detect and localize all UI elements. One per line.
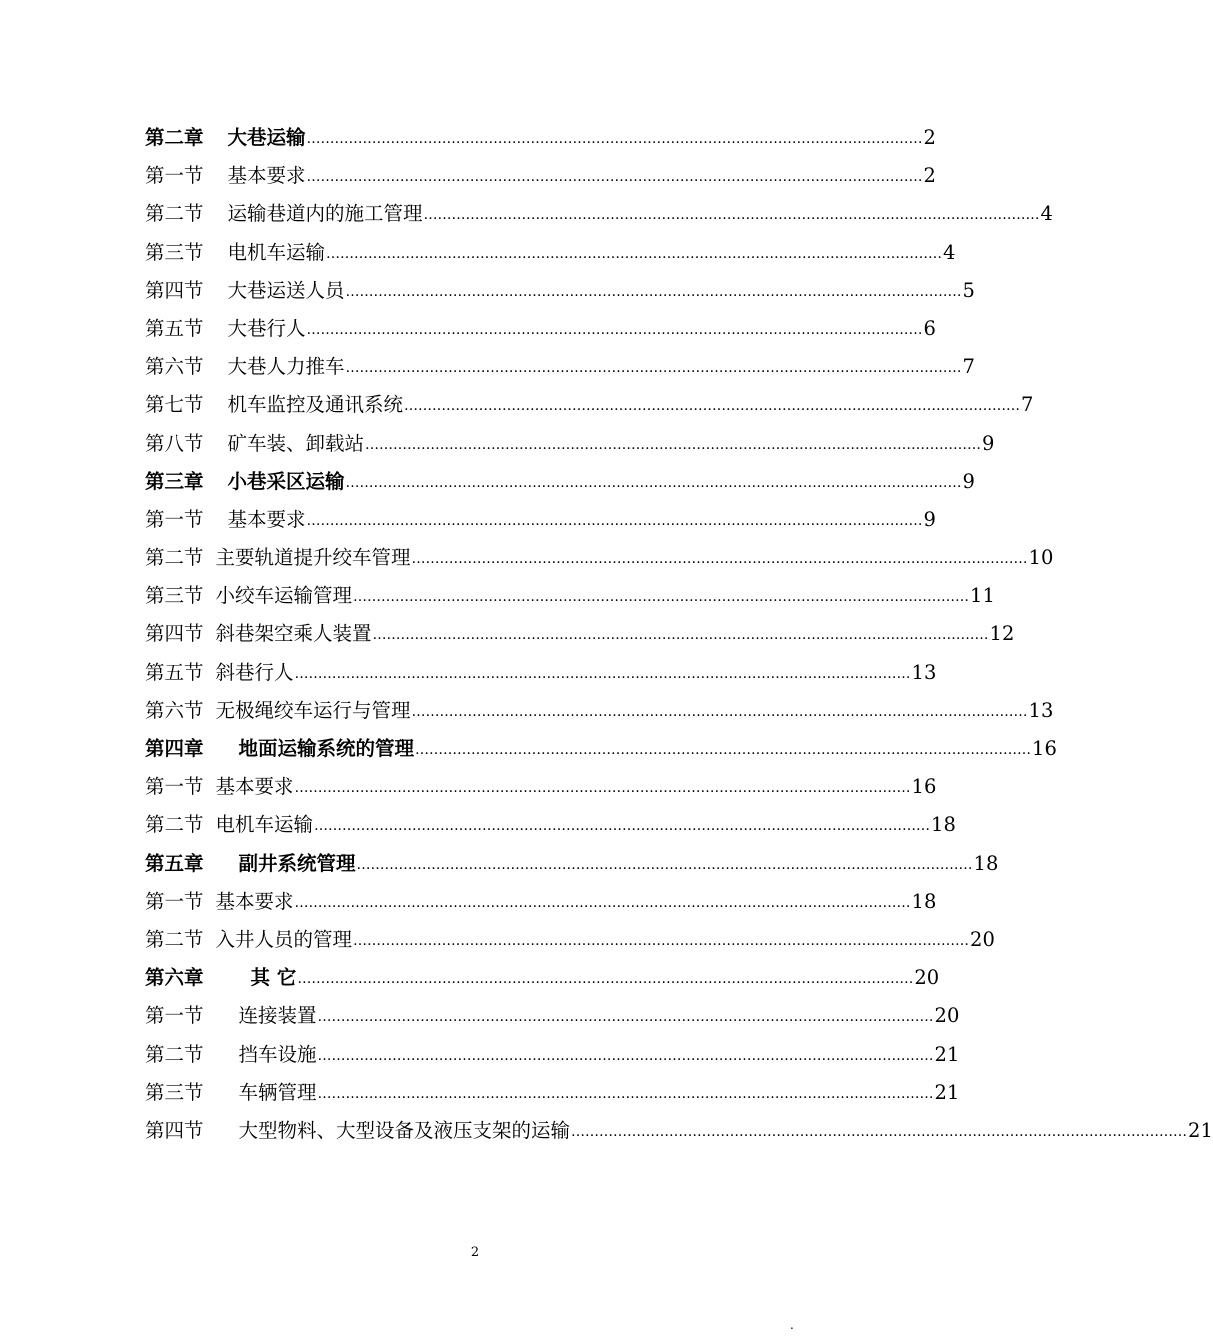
toc-entry-label: 第四章 xyxy=(145,737,204,760)
toc-entry-label: 第四节 xyxy=(145,622,204,646)
toc-entry-page: 13 xyxy=(1028,698,1054,722)
toc-entry-label: 第一节 xyxy=(145,164,204,188)
toc-dot-leader: …………………………………………………………………………………………………………………… xyxy=(297,971,914,988)
toc-entry-title: 基本要求 xyxy=(215,775,294,799)
toc-chapter-entry[interactable] xyxy=(145,845,999,883)
toc-entry-label: 第二节 xyxy=(145,927,204,951)
toc-entry-page: 5 xyxy=(962,278,975,302)
toc-entry-label: 第二节 xyxy=(145,546,204,570)
toc-entry-label: 第二章 xyxy=(145,126,204,149)
toc-entry-title: 地面运输系统的管理 xyxy=(238,737,415,760)
toc-entry-page: 16 xyxy=(1032,737,1057,760)
toc-entry-page: 9 xyxy=(923,507,936,531)
toc-section-entry[interactable] xyxy=(145,272,975,310)
toc-entry-label: 第一节 xyxy=(145,1004,204,1028)
page-number: 2 xyxy=(470,1245,480,1260)
toc-entry-page: 20 xyxy=(934,1004,960,1028)
toc-entry-label: 第四节 xyxy=(145,278,204,302)
toc-section-entry[interactable] xyxy=(145,654,937,692)
toc-dot-leader: …………………………………………………………………………………………………………………… xyxy=(306,169,923,186)
toc-entry-page: 11 xyxy=(970,584,995,608)
toc-entry-page: 2 xyxy=(923,164,936,188)
toc-entry-title: 大巷人力推车 xyxy=(227,355,345,379)
toc-entry-title: 基本要求 xyxy=(215,889,294,913)
toc-entry-page: 7 xyxy=(1021,393,1034,417)
toc-dot-leader: …………………………………………………………………………………………………………………… xyxy=(345,474,962,491)
toc-entry-label: 第二节 xyxy=(145,813,204,837)
toc-entry-title: 机车监控及通讯系统 xyxy=(227,393,404,417)
toc-dot-leader: …………………………………………………………………………………………………………………… xyxy=(317,1085,934,1102)
toc-section-entry[interactable] xyxy=(145,921,995,959)
toc-dot-leader: …………………………………………………………………………………………………………………… xyxy=(294,894,911,911)
toc-entry-label: 第七节 xyxy=(145,393,204,417)
toc-dot-leader: …………………………………………………………………………………………………………………… xyxy=(345,360,962,377)
toc-entry-page: 20 xyxy=(914,966,940,990)
toc-section-entry[interactable] xyxy=(145,539,1054,577)
toc-section-entry[interactable] xyxy=(145,806,956,844)
toc-entry-title: 电机车运输 xyxy=(215,813,314,837)
toc-entry-label: 第一节 xyxy=(145,775,204,799)
toc-entry-page: 18 xyxy=(931,813,956,837)
toc-entry-page: 4 xyxy=(943,240,956,264)
toc-dot-leader: …………………………………………………………………………………………………………………… xyxy=(365,436,982,453)
toc-entry-title: 矿车装、卸载站 xyxy=(227,431,365,455)
toc-entry-page: 4 xyxy=(1040,202,1053,226)
toc-entry-label: 第二节 xyxy=(145,202,204,226)
toc-entry-page: 9 xyxy=(982,431,995,455)
toc-section-entry[interactable] xyxy=(145,195,1053,233)
toc-dot-leader: …………………………………………………………………………………………………………………… xyxy=(306,131,923,147)
toc-entry-page: 21 xyxy=(934,1042,960,1066)
toc-section-entry[interactable] xyxy=(145,1036,960,1074)
toc-entry-label: 第六节 xyxy=(145,355,204,379)
toc-entry-label: 第八节 xyxy=(145,431,204,455)
toc-section-entry[interactable] xyxy=(145,1112,1213,1150)
toc-entry-page: 21 xyxy=(1188,1118,1213,1142)
toc-entry-label: 第五节 xyxy=(145,660,204,684)
toc-entry-title: 大型物料、大型设备及液压支架的运输 xyxy=(238,1118,571,1142)
toc-dot-leader: …………………………………………………………………………………………………………………… xyxy=(294,780,911,797)
toc-entry-page: 20 xyxy=(970,927,995,951)
toc-entry-title: 主要轨道提升绞车管理 xyxy=(215,546,411,570)
toc-chapter-entry[interactable] xyxy=(145,119,936,157)
toc-entry-page: 7 xyxy=(962,355,975,379)
toc-entry-title: 大巷运输 xyxy=(227,126,306,149)
toc-section-entry[interactable] xyxy=(145,157,936,195)
toc-entry-title: 大巷行人 xyxy=(227,316,306,340)
toc-dot-leader: …………………………………………………………………………………………………………………… xyxy=(345,283,962,300)
toc-entry-page: 9 xyxy=(962,469,975,493)
toc-section-entry[interactable] xyxy=(145,348,975,386)
toc-dot-leader: …………………………………………………………………………………………………………………… xyxy=(314,818,931,835)
toc-dot-leader: …………………………………………………………………………………………………………………… xyxy=(306,321,923,338)
toc-entry-title: 副井系统管理 xyxy=(238,851,356,875)
toc-section-entry[interactable] xyxy=(145,883,937,921)
toc-dot-leader: …………………………………………………………………………………………………………………… xyxy=(353,932,970,949)
toc-entry-label: 第六章 xyxy=(145,966,204,990)
toc-entry-title: 电机车运输 xyxy=(227,240,326,264)
toc-section-entry[interactable] xyxy=(145,234,956,272)
corner-mark: . xyxy=(790,1318,794,1332)
toc-dot-leader: …………………………………………………………………………………………………………………… xyxy=(415,742,1032,758)
toc-entry-page: 6 xyxy=(923,316,936,340)
toc-section-entry[interactable] xyxy=(145,1074,960,1112)
toc-entry-label: 第三节 xyxy=(145,1080,204,1104)
toc-entry-label: 第三节 xyxy=(145,240,204,264)
toc-dot-leader: …………………………………………………………………………………………………………………… xyxy=(353,589,970,606)
toc-entry-label: 第六节 xyxy=(145,698,204,722)
toc-dot-leader: …………………………………………………………………………………………………………………… xyxy=(317,1009,934,1026)
toc-dot-leader: …………………………………………………………………………………………………………………… xyxy=(571,1123,1188,1140)
toc-entry-title: 斜巷行人 xyxy=(215,660,294,684)
toc-chapter-entry[interactable] xyxy=(145,730,1057,768)
toc-entry-title: 基本要求 xyxy=(227,507,306,531)
toc-entry-title: 小巷采区运输 xyxy=(227,469,345,493)
table-of-contents xyxy=(145,119,1213,1150)
toc-entry-label: 第三节 xyxy=(145,584,204,608)
toc-entry-label: 第五章 xyxy=(145,851,204,875)
toc-entry-page: 13 xyxy=(911,660,937,684)
toc-dot-leader: …………………………………………………………………………………………………………………… xyxy=(317,1047,934,1064)
toc-section-entry[interactable] xyxy=(145,386,1034,424)
toc-dot-leader: …………………………………………………………………………………………………………………… xyxy=(372,627,989,644)
toc-section-entry[interactable] xyxy=(145,997,960,1035)
toc-entry-label: 第四节 xyxy=(145,1118,204,1142)
toc-chapter-entry[interactable] xyxy=(145,959,940,997)
toc-entry-title: 基本要求 xyxy=(227,164,306,188)
toc-dot-leader: …………………………………………………………………………………………………………………… xyxy=(356,856,973,873)
toc-entry-page: 21 xyxy=(934,1080,960,1104)
toc-section-entry[interactable] xyxy=(145,425,995,463)
toc-entry-page: 18 xyxy=(911,889,937,913)
toc-dot-leader: …………………………………………………………………………………………………………………… xyxy=(411,703,1028,720)
toc-entry-page: 10 xyxy=(1028,546,1054,570)
toc-entry-title: 运输巷道内的施工管理 xyxy=(227,202,423,226)
toc-section-entry[interactable] xyxy=(145,310,936,348)
toc-entry-title: 车辆管理 xyxy=(238,1080,317,1104)
toc-entry-label: 第五节 xyxy=(145,316,204,340)
toc-entry-label: 第二节 xyxy=(145,1042,204,1066)
toc-dot-leader: …………………………………………………………………………………………………………………… xyxy=(423,207,1040,224)
toc-entry-page: 16 xyxy=(911,775,937,799)
toc-entry-title: 入井人员的管理 xyxy=(215,927,353,951)
toc-section-entry[interactable] xyxy=(145,577,995,615)
toc-entry-page: 2 xyxy=(923,126,936,149)
toc-entry-label: 第一节 xyxy=(145,507,204,531)
toc-dot-leader: …………………………………………………………………………………………………………………… xyxy=(411,551,1028,568)
toc-entry-title: 连接装置 xyxy=(238,1004,317,1028)
toc-entry-title: 无极绳绞车运行与管理 xyxy=(215,698,411,722)
toc-chapter-entry[interactable] xyxy=(145,463,975,501)
toc-entry-page: 18 xyxy=(973,851,999,875)
toc-dot-leader: …………………………………………………………………………………………………………………… xyxy=(306,512,923,529)
toc-section-entry[interactable] xyxy=(145,615,1015,653)
toc-entry-label: 第一节 xyxy=(145,889,204,913)
toc-entry-title: 其 它 xyxy=(250,966,297,990)
toc-entry-page: 12 xyxy=(989,622,1015,646)
toc-entry-title: 斜巷架空乘人装置 xyxy=(215,622,372,646)
toc-section-entry[interactable] xyxy=(145,501,936,539)
toc-entry-label: 第三章 xyxy=(145,469,204,493)
toc-section-entry[interactable] xyxy=(145,768,937,806)
toc-section-entry[interactable] xyxy=(145,692,1054,730)
toc-entry-title: 小绞车运输管理 xyxy=(215,584,353,608)
toc-dot-leader: …………………………………………………………………………………………………………………… xyxy=(326,245,943,262)
toc-dot-leader: …………………………………………………………………………………………………………………… xyxy=(294,665,911,682)
toc-entry-title: 挡车设施 xyxy=(238,1042,317,1066)
toc-dot-leader: …………………………………………………………………………………………………………………… xyxy=(404,398,1021,415)
toc-entry-title: 大巷运送人员 xyxy=(227,278,345,302)
